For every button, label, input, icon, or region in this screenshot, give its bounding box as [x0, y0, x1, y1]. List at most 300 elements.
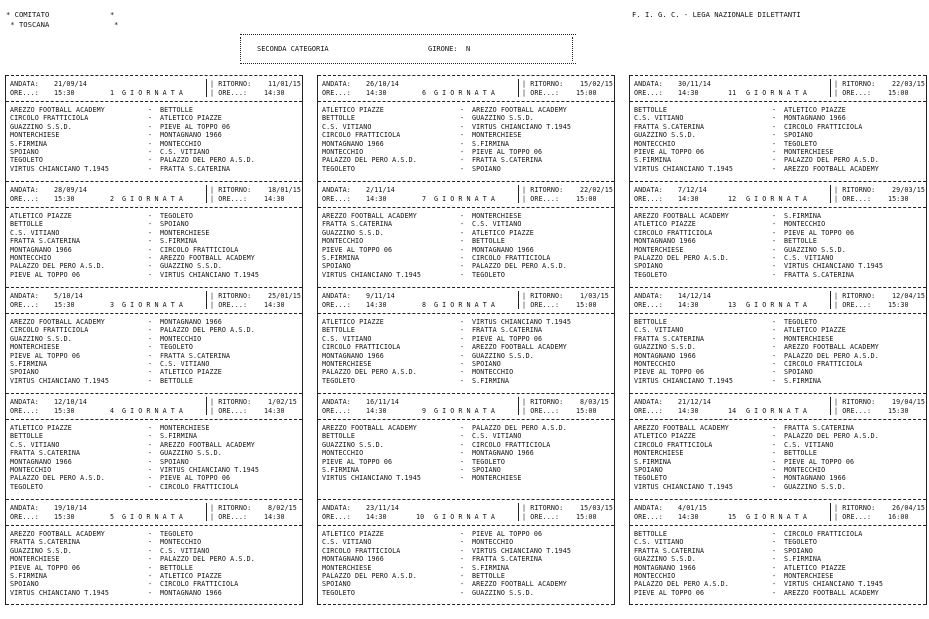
match-separator: -	[460, 530, 465, 538]
andata-time: 14:30	[678, 89, 699, 97]
away-team: S.FIRMINA	[784, 376, 822, 385]
away-team: CIRCOLO FRATTICIOLA	[784, 359, 863, 368]
away-team: C.S. VITIANO	[472, 432, 522, 441]
match-list	[634, 318, 922, 385]
match-row	[322, 564, 610, 572]
committee-line-2: * TOSCANA	[6, 20, 50, 29]
match-row	[322, 114, 610, 122]
match-row	[10, 229, 298, 237]
ritorno-time: 15:00	[576, 513, 597, 521]
giornata-number: 7	[422, 195, 427, 203]
match-separator: -	[148, 351, 153, 360]
match-row	[10, 131, 298, 139]
federation-header: F. I. G. C. - LEGA NAZIONALE DILETTANTI	[632, 10, 801, 19]
home-team: GUAZZINO S.S.D.	[634, 555, 696, 564]
home-team: CIRCOLO FRATTICIOLA	[322, 131, 401, 140]
ritorno-date: 22/02/15	[580, 186, 614, 194]
andata-date: 21/09/14	[54, 80, 88, 88]
match-separator: -	[460, 106, 465, 114]
match-row	[634, 212, 922, 220]
away-team: PIEVE AL TOPPO 06	[784, 228, 855, 237]
away-team: C.S. VITIANO	[160, 359, 210, 368]
away-team: S.FIRMINA	[160, 432, 198, 441]
home-team: ATLETICO PIAZZE	[10, 212, 72, 220]
away-team: MONTERCHIESE	[472, 131, 522, 140]
home-team: MONTECCHIO	[322, 147, 364, 156]
match-list	[322, 318, 610, 385]
home-team: PIEVE AL TOPPO 06	[322, 457, 393, 466]
home-team: PALAZZO DEL PERO A.S.D.	[10, 474, 105, 483]
andata-time: 14:30	[366, 89, 387, 97]
ore-ritorno-label: | ORE...:	[522, 407, 560, 415]
match-row	[322, 343, 610, 351]
ore-ritorno-label: | ORE...:	[834, 195, 872, 203]
home-team: ATLETICO PIAZZE	[322, 318, 384, 326]
round-times-row	[10, 195, 298, 204]
round-times-row	[322, 89, 610, 98]
round-dates-row	[322, 186, 614, 195]
home-team: MONTECCHIO	[634, 571, 676, 580]
away-team: SPOIANO	[784, 546, 813, 555]
giornata-label: GIORNATA	[434, 195, 500, 203]
round-block	[629, 75, 927, 181]
match-separator: -	[460, 376, 465, 385]
match-row	[10, 441, 298, 449]
ritorno-date: 15/02/15	[580, 80, 614, 88]
home-team: C.S. VITIANO	[322, 538, 372, 547]
ritorno-date: 1/03/15	[580, 292, 609, 300]
ore-ritorno-label: | ORE...:	[210, 195, 248, 203]
match-list	[322, 424, 610, 483]
away-team: GUAZZINO S.S.D.	[472, 588, 534, 597]
ritorno-label: | RITORNO:	[522, 80, 564, 88]
away-team: AREZZO FOOTBALL ACADEMY	[784, 164, 879, 173]
ritorno-label: | RITORNO:	[834, 292, 876, 300]
giornata-label: GIORNATA	[434, 407, 500, 415]
match-row	[322, 220, 610, 228]
home-team: MONTAGNANO 1966	[322, 139, 384, 148]
away-team: MONTECCHIO	[784, 465, 826, 474]
match-row	[322, 212, 610, 220]
away-team: MONTECCHIO	[472, 538, 514, 547]
ore-ritorno-label: | ORE...:	[834, 301, 872, 309]
giornata-label: GIORNATA	[434, 89, 500, 97]
away-team: AREZZO FOOTBALL ACADEMY	[472, 106, 567, 114]
match-row	[322, 432, 610, 440]
match-list	[10, 530, 298, 597]
round-block	[317, 393, 615, 499]
match-separator: -	[772, 262, 777, 271]
match-separator: -	[772, 457, 777, 466]
match-row	[10, 432, 298, 440]
away-team: FRATTA S.CATERINA	[784, 424, 855, 432]
match-separator: -	[772, 164, 777, 173]
match-row	[322, 131, 610, 139]
match-row	[322, 538, 610, 546]
andata-date: 14/12/14	[678, 292, 712, 300]
away-team: MONTECCHIO	[472, 368, 514, 377]
home-team: S.FIRMINA	[322, 465, 360, 474]
round-times-row	[322, 301, 610, 310]
match-separator: -	[148, 237, 153, 246]
girone-value: N	[465, 45, 471, 53]
ritorno-time: 14:30	[264, 301, 285, 309]
andata-label: ANDATA:	[322, 80, 351, 88]
match-row	[10, 237, 298, 245]
match-separator: -	[460, 432, 465, 441]
match-separator: -	[460, 368, 465, 377]
match-separator: -	[772, 318, 777, 326]
away-team: BETTOLLE	[472, 571, 506, 580]
home-team: TEGOLETO	[634, 474, 668, 483]
match-row	[10, 165, 298, 173]
match-separator: -	[772, 546, 777, 555]
round-dates-row	[322, 504, 614, 513]
match-row	[10, 360, 298, 368]
match-separator: -	[772, 482, 777, 491]
match-row	[10, 318, 298, 326]
home-team: BETTOLLE	[634, 318, 668, 326]
away-team: MONTAGNANO 1966	[160, 131, 222, 140]
away-team: PALAZZO DEL PERO A.S.D.	[160, 326, 255, 335]
match-row	[634, 156, 922, 164]
andata-time: 14:30	[366, 195, 387, 203]
away-team: PIEVE AL TOPPO 06	[472, 530, 543, 538]
home-team: MONTECCHIO	[10, 465, 52, 474]
match-row	[634, 131, 922, 139]
home-team: S.FIRMINA	[634, 457, 672, 466]
away-team: VIRTUS CHIANCIANO T.1945	[784, 580, 884, 589]
giornata-number: 2	[110, 195, 115, 203]
round-block	[317, 181, 615, 287]
match-row	[634, 360, 922, 368]
match-row	[634, 449, 922, 457]
home-team: S.FIRMINA	[10, 571, 48, 580]
andata-label: ANDATA:	[634, 186, 663, 194]
ritorno-date: 22/03/15	[892, 80, 926, 88]
giornata-number: 6	[422, 89, 427, 97]
ritorno-date: 26/04/15	[892, 504, 926, 512]
committee-header	[6, 10, 119, 30]
round-block	[317, 287, 615, 393]
home-team: FRATTA S.CATERINA	[10, 237, 81, 246]
match-separator: -	[460, 546, 465, 555]
home-team: ATLETICO PIAZZE	[10, 424, 72, 432]
away-team: ATLETICO PIAZZE	[160, 571, 222, 580]
match-separator: -	[148, 270, 153, 279]
match-row	[322, 360, 610, 368]
match-separator: -	[148, 465, 153, 474]
home-team: BETTOLLE	[322, 114, 356, 123]
match-row	[634, 483, 922, 491]
away-team: PALAZZO DEL PERO A.S.D.	[472, 262, 567, 271]
match-separator: -	[460, 228, 465, 237]
home-team: AREZZO FOOTBALL ACADEMY	[322, 212, 417, 220]
ritorno-time: 14:30	[264, 195, 285, 203]
away-team: VIRTUS CHIANCIANO T.1945	[472, 122, 572, 131]
away-team: ATLETICO PIAZZE	[160, 114, 222, 123]
match-row	[10, 466, 298, 474]
match-row	[634, 432, 922, 440]
match-row	[322, 589, 610, 597]
andata-date: 28/09/14	[54, 186, 88, 194]
home-team: MONTERCHIESE	[10, 343, 60, 352]
match-list	[322, 530, 610, 597]
match-row	[322, 246, 610, 254]
match-row	[322, 352, 610, 360]
away-team: SPOIANO	[160, 457, 189, 466]
match-separator: -	[772, 253, 777, 262]
match-separator: -	[772, 474, 777, 483]
match-separator: -	[148, 253, 153, 262]
home-team: VIRTUS CHIANCIANO T.1945	[634, 164, 734, 173]
away-team: CIRCOLO FRATTICIOLA	[160, 580, 239, 589]
match-separator: -	[460, 588, 465, 597]
match-separator: -	[148, 482, 153, 491]
ritorno-label: | RITORNO:	[522, 504, 564, 512]
away-team: FRATTA S.CATERINA	[160, 351, 231, 360]
away-team: BETTOLLE	[160, 376, 194, 385]
round-dates-row	[634, 292, 926, 301]
away-team: VIRTUS CHIANCIANO T.1945	[472, 546, 572, 555]
ore-label: ORE...:	[10, 89, 39, 97]
match-separator: -	[772, 122, 777, 131]
giornata-label: GIORNATA	[746, 89, 812, 97]
match-row	[634, 343, 922, 351]
andata-label: ANDATA:	[634, 398, 663, 406]
home-team: GUAZZINO S.S.D.	[634, 131, 696, 140]
match-row	[634, 564, 922, 572]
round-block	[317, 75, 615, 181]
home-team: PALAZZO DEL PERO A.S.D.	[634, 580, 729, 589]
home-team: CIRCOLO FRATTICIOLA	[10, 326, 89, 335]
round-times-row	[10, 301, 298, 310]
away-team: BETTOLLE	[160, 106, 194, 114]
match-row	[10, 458, 298, 466]
ore-ritorno-label: | ORE...:	[210, 301, 248, 309]
ritorno-label: | RITORNO:	[834, 398, 876, 406]
ritorno-label: | RITORNO:	[522, 292, 564, 300]
away-team: ATLETICO PIAZZE	[784, 326, 846, 335]
match-row	[322, 580, 610, 588]
match-separator: -	[772, 237, 777, 246]
match-row	[10, 538, 298, 546]
match-row	[10, 352, 298, 360]
home-team: C.S. VITIANO	[10, 440, 60, 449]
match-separator: -	[148, 212, 153, 220]
match-row	[322, 555, 610, 563]
match-row	[634, 441, 922, 449]
ore-label: ORE...:	[322, 407, 351, 415]
giornata-number: 4	[110, 407, 115, 415]
round-times-row	[10, 89, 298, 98]
match-row	[10, 530, 298, 538]
round-times-row	[322, 407, 610, 416]
home-team: TEGOLETO	[10, 156, 44, 165]
away-team: C.S. VITIANO	[784, 440, 834, 449]
match-separator: -	[460, 139, 465, 148]
match-row	[322, 474, 610, 482]
home-team: SPOIANO	[10, 147, 39, 156]
match-row	[634, 572, 922, 580]
match-row	[10, 368, 298, 376]
away-team: BETTOLLE	[784, 449, 818, 458]
andata-date: 21/12/14	[678, 398, 712, 406]
match-separator: -	[148, 156, 153, 165]
andata-date: 26/10/14	[366, 80, 400, 88]
away-team: TEGOLETO	[472, 270, 506, 279]
home-team: PALAZZO DEL PERO A.S.D.	[322, 368, 417, 377]
away-team: BETTOLLE	[472, 237, 506, 246]
round-block	[629, 181, 927, 287]
match-separator: -	[148, 538, 153, 547]
andata-time: 15:30	[54, 195, 75, 203]
match-separator: -	[460, 351, 465, 360]
away-team: ATLETICO PIAZZE	[160, 368, 222, 377]
match-separator: -	[148, 440, 153, 449]
match-row	[634, 262, 922, 270]
home-team: AREZZO FOOTBALL ACADEMY	[10, 106, 105, 114]
home-team: BETTOLLE	[322, 326, 356, 335]
andata-label: ANDATA:	[322, 398, 351, 406]
away-team: GUAZZINO S.S.D.	[160, 262, 222, 271]
away-team: CIRCOLO FRATTICIOLA	[160, 245, 239, 254]
giornata-number: 8	[422, 301, 427, 309]
match-list	[10, 212, 298, 279]
match-separator: -	[460, 571, 465, 580]
giornata-label: GIORNATA	[122, 195, 188, 203]
home-team: TEGOLETO	[322, 376, 356, 385]
match-row	[634, 271, 922, 279]
away-team: GUAZZINO S.S.D.	[784, 482, 846, 491]
match-separator: -	[772, 580, 777, 589]
away-team: TEGOLETO	[784, 139, 818, 148]
ritorno-label: | RITORNO:	[522, 398, 564, 406]
match-list	[10, 106, 298, 173]
away-team: S.FIRMINA	[160, 237, 198, 246]
match-list	[634, 106, 922, 173]
ritorno-time: 15:00	[576, 89, 597, 97]
match-row	[634, 538, 922, 546]
match-row	[10, 271, 298, 279]
ore-label: ORE...:	[10, 301, 39, 309]
match-row	[322, 229, 610, 237]
away-team: ATLETICO PIAZZE	[784, 106, 846, 114]
away-team: SPOIANO	[472, 465, 501, 474]
round-dates-row	[634, 398, 926, 407]
home-team: C.S. VITIANO	[322, 122, 372, 131]
away-team: GUAZZINO S.S.D.	[472, 114, 534, 123]
match-row	[322, 530, 610, 538]
ore-ritorno-label: | ORE...:	[834, 89, 872, 97]
home-team: BETTOLLE	[10, 432, 44, 441]
home-team: GUAZZINO S.S.D.	[10, 334, 72, 343]
match-row	[322, 271, 610, 279]
match-row	[634, 326, 922, 334]
match-row	[10, 212, 298, 220]
away-team: MONTECCHIO	[160, 139, 202, 148]
andata-time: 14:30	[678, 195, 699, 203]
home-team: BETTOLLE	[634, 530, 668, 538]
away-team: CIRCOLO FRATTICIOLA	[784, 122, 863, 131]
match-separator: -	[460, 237, 465, 246]
match-row	[322, 254, 610, 262]
away-team: MONTAGNANO 1966	[472, 449, 534, 458]
match-separator: -	[460, 424, 465, 432]
ritorno-time: 15:30	[888, 407, 909, 415]
match-separator: -	[148, 368, 153, 377]
match-row	[634, 335, 922, 343]
match-separator: -	[460, 440, 465, 449]
away-team: TEGOLETO	[160, 212, 194, 220]
match-row	[322, 377, 610, 385]
match-separator: -	[772, 588, 777, 597]
ore-ritorno-label: | ORE...:	[210, 89, 248, 97]
match-row	[10, 564, 298, 572]
ritorno-date: 19/04/15	[892, 398, 926, 406]
round-times-row	[634, 89, 922, 98]
match-separator: -	[460, 449, 465, 458]
ore-ritorno-label: | ORE...:	[522, 195, 560, 203]
home-team: MONTERCHIESE	[10, 555, 60, 564]
match-separator: -	[460, 334, 465, 343]
match-separator: -	[772, 212, 777, 220]
ritorno-date: 15/03/15	[580, 504, 614, 512]
giornata-number: 1	[110, 89, 115, 97]
away-team: AREZZO FOOTBALL ACADEMY	[160, 253, 255, 262]
away-team: SPOIANO	[472, 359, 501, 368]
home-team: TEGOLETO	[322, 588, 356, 597]
home-team: AREZZO FOOTBALL ACADEMY	[10, 318, 105, 326]
match-separator: -	[148, 220, 153, 229]
away-team: FRATTA S.CATERINA	[784, 270, 855, 279]
match-row	[322, 572, 610, 580]
away-team: PIEVE AL TOPPO 06	[472, 334, 543, 343]
away-team: FRATTA S.CATERINA	[472, 326, 543, 335]
away-team: SPOIANO	[160, 220, 189, 229]
match-row	[10, 220, 298, 228]
match-separator: -	[772, 147, 777, 156]
round-block	[5, 75, 303, 181]
away-team: CIRCOLO FRATTICIOLA	[784, 530, 863, 538]
match-row	[10, 156, 298, 164]
match-row	[634, 555, 922, 563]
andata-date: 9/11/14	[366, 292, 395, 300]
ritorno-time: 16:00	[888, 513, 909, 521]
match-row	[322, 449, 610, 457]
match-separator: -	[148, 262, 153, 271]
match-separator: -	[772, 326, 777, 335]
away-team: PIEVE AL TOPPO 06	[472, 147, 543, 156]
away-team: VIRTUS CHIANCIANO T.1945	[784, 262, 884, 271]
ritorno-label: | RITORNO:	[522, 186, 564, 194]
home-team: C.S. VITIANO	[634, 114, 684, 123]
away-team: AREZZO FOOTBALL ACADEMY	[784, 588, 879, 597]
match-row	[322, 123, 610, 131]
home-team: PALAZZO DEL PERO A.S.D.	[322, 571, 417, 580]
ritorno-time: 14:30	[264, 513, 285, 521]
match-separator: -	[772, 131, 777, 140]
home-team: MONTAGNANO 1966	[634, 563, 696, 572]
round-dates-row	[322, 398, 610, 407]
home-team: SPOIANO	[10, 368, 39, 377]
home-team: GUAZZINO S.S.D.	[634, 343, 696, 352]
ore-ritorno-label: | ORE...:	[834, 513, 872, 521]
giornata-number: 5	[110, 513, 115, 521]
home-team: TEGOLETO	[10, 482, 44, 491]
ore-ritorno-label: | ORE...:	[522, 301, 560, 309]
match-row	[10, 449, 298, 457]
